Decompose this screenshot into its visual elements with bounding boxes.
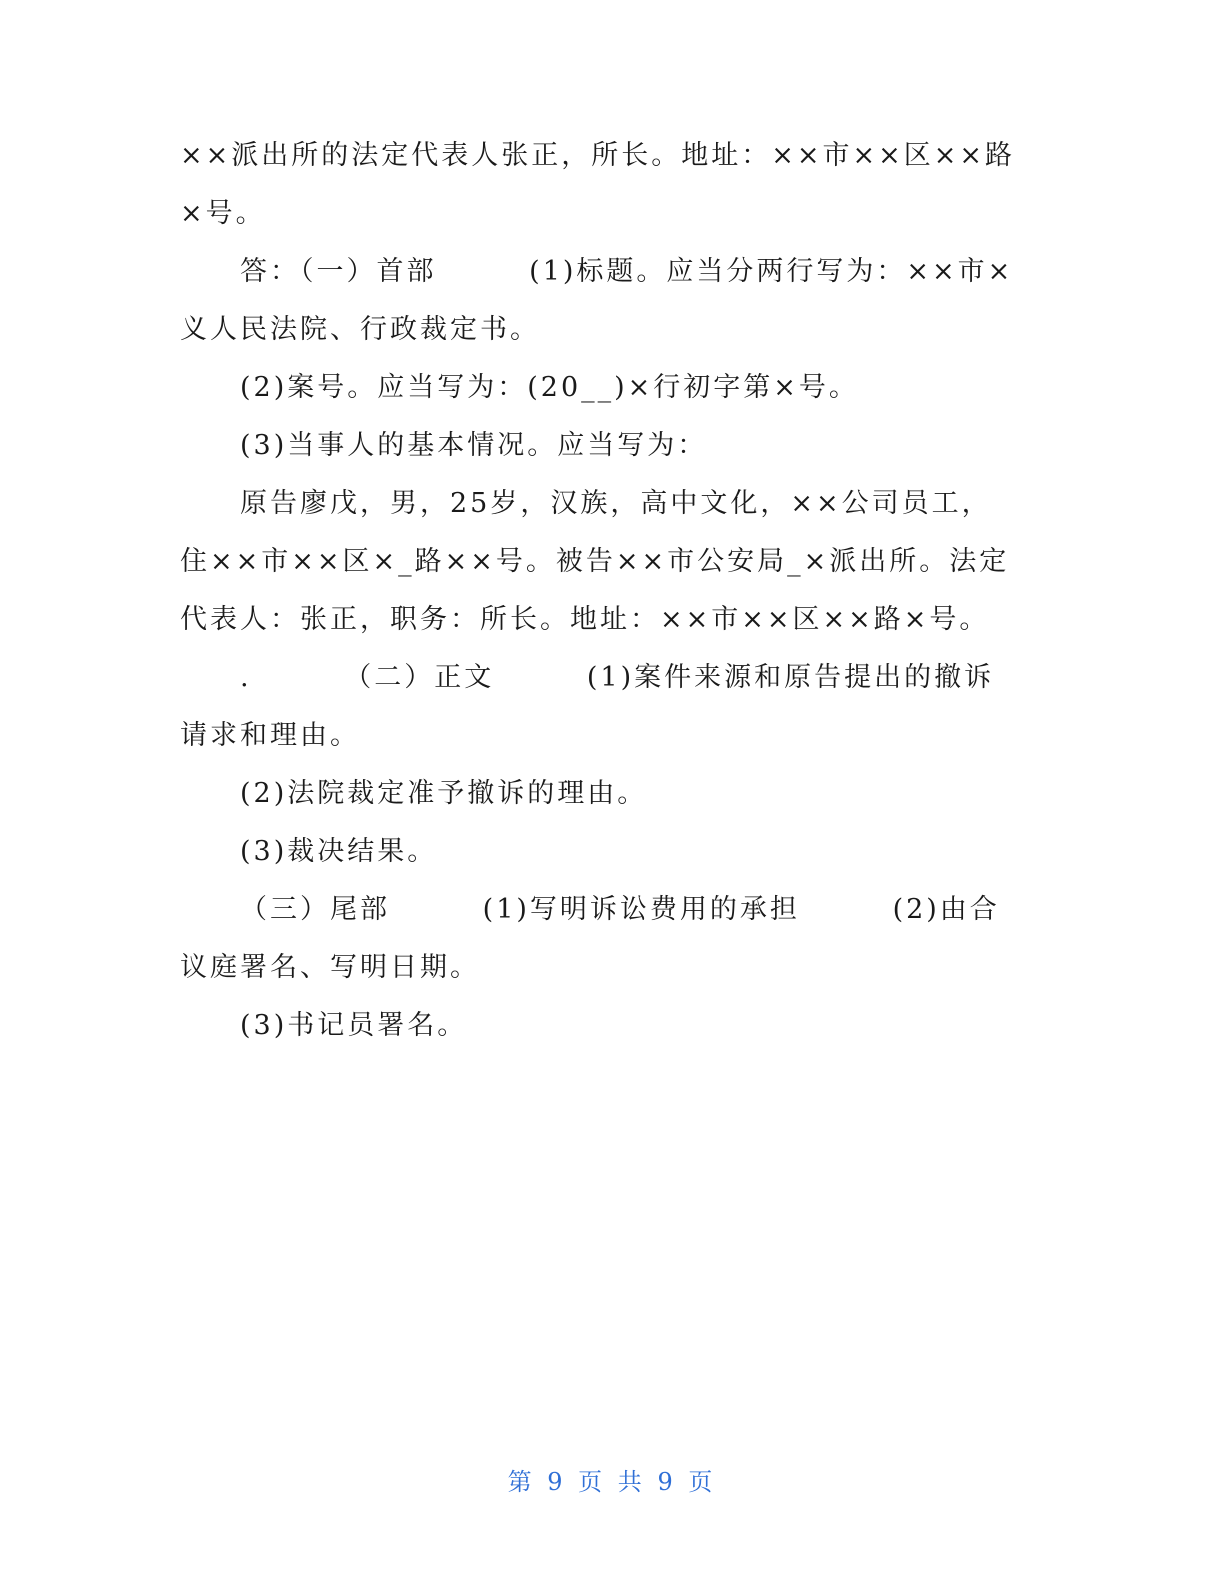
paragraph-answer-header: 答：（一）首部 (1)标题。应当分两行写为：××市×义人民法院、行政裁定书。 <box>180 256 1014 345</box>
paragraph-representative: ××派出所的法定代表人张正，所长。地址：××市××区××路×号。 <box>180 140 1015 229</box>
document-body <box>180 127 1020 1055</box>
paragraph-parties-detail: 原告廖戊，男，25岁，汉族，高中文化，××公司员工，住××市××区×_路××号。被告××市公安局_×派出所。法定代表人：张正，职务：所长。地址：××市××区××路×号。 <box>180 488 1010 635</box>
paragraph-clerk-signature: (3)书记员署名。 <box>240 1010 468 1041</box>
paragraph-court-reason: (2)法院裁定准予撤诉的理由。 <box>240 778 648 809</box>
paragraph-case-number: (2)案号。应当写为：(20__)×行初字第×号。 <box>240 372 859 403</box>
paragraph-ending-section: （三）尾部 (1)写明诉讼费用的承担 (2)由合议庭署名、写明日期。 <box>180 894 1000 983</box>
paragraph-parties-intro: (3)当事人的基本情况。应当写为： <box>240 430 708 461</box>
page-number-footer: 第 9 页 共 9 页 <box>507 1468 717 1496</box>
paragraph-ruling-result: (3)裁决结果。 <box>240 836 438 867</box>
paragraph-body-section: . （二）正文 (1)案件来源和原告提出的撤诉请求和理由。 <box>180 662 995 751</box>
